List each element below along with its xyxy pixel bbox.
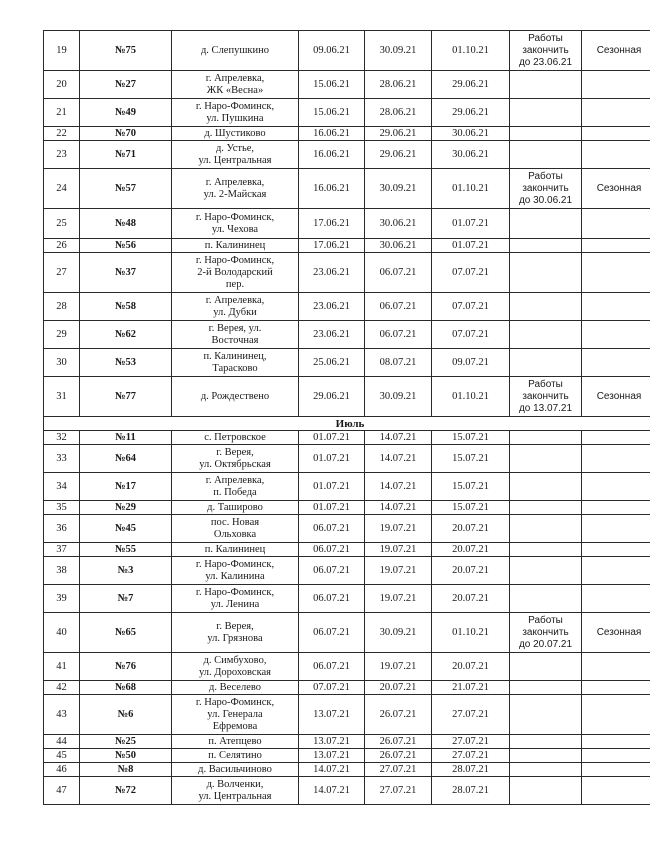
date-start-cell: 01.07.21 — [299, 473, 365, 501]
row-number-cell: 36 — [44, 515, 80, 543]
work-note-cell — [510, 349, 582, 377]
address-cell: п. Калининец, Тарасково — [172, 349, 299, 377]
date-commission-cell: 27.07.21 — [432, 735, 510, 749]
date-end-cell: 29.06.21 — [365, 141, 432, 169]
work-type-cell — [582, 209, 650, 239]
date-start-cell: 06.07.21 — [299, 515, 365, 543]
object-number-cell: №27 — [80, 71, 172, 99]
table-row — [44, 681, 650, 695]
row-number-cell: 19 — [44, 31, 80, 71]
date-start-cell: 16.06.21 — [299, 169, 365, 209]
object-number-cell: №29 — [80, 501, 172, 515]
date-commission-cell: 29.06.21 — [432, 99, 510, 127]
date-commission-cell: 09.07.21 — [432, 349, 510, 377]
row-number-cell: 43 — [44, 695, 80, 735]
work-type-cell — [582, 515, 650, 543]
table-row — [44, 239, 650, 253]
object-number-cell: №53 — [80, 349, 172, 377]
work-note-cell — [510, 777, 582, 805]
address-cell: г. Наро-Фоминск, ул. Генерала Ефремова — [172, 695, 299, 735]
table-row — [44, 585, 650, 613]
row-number-cell: 44 — [44, 735, 80, 749]
object-number-cell: №3 — [80, 557, 172, 585]
work-note-cell — [510, 99, 582, 127]
date-end-cell: 27.07.21 — [365, 763, 432, 777]
date-start-cell: 23.06.21 — [299, 293, 365, 321]
date-end-cell: 28.06.21 — [365, 99, 432, 127]
date-start-cell: 15.06.21 — [299, 99, 365, 127]
work-type-cell — [582, 749, 650, 763]
work-type-cell — [582, 431, 650, 445]
work-type-cell — [582, 695, 650, 735]
date-start-cell: 06.07.21 — [299, 543, 365, 557]
row-number-cell: 42 — [44, 681, 80, 695]
row-number-cell: 35 — [44, 501, 80, 515]
object-number-cell: №37 — [80, 253, 172, 293]
date-end-cell: 14.07.21 — [365, 445, 432, 473]
work-note-cell — [510, 515, 582, 543]
date-commission-cell: 27.07.21 — [432, 749, 510, 763]
address-cell: г. Апрелевка, ЖК «Весна» — [172, 71, 299, 99]
date-end-cell: 30.06.21 — [365, 209, 432, 239]
row-number-cell: 21 — [44, 99, 80, 127]
work-note-cell — [510, 253, 582, 293]
date-commission-cell: 20.07.21 — [432, 543, 510, 557]
work-note-cell — [510, 431, 582, 445]
object-number-cell: №57 — [80, 169, 172, 209]
work-note-cell: Работы закончить до 23.06.21 — [510, 31, 582, 71]
address-cell: г. Наро-Фоминск, ул. Калинина — [172, 557, 299, 585]
work-type-cell — [582, 239, 650, 253]
date-start-cell: 25.06.21 — [299, 349, 365, 377]
work-type-cell — [582, 253, 650, 293]
date-commission-cell: 15.07.21 — [432, 501, 510, 515]
work-type-cell — [582, 321, 650, 349]
table-row — [44, 653, 650, 681]
date-start-cell: 14.07.21 — [299, 763, 365, 777]
date-commission-cell: 01.10.21 — [432, 31, 510, 71]
work-note-cell — [510, 585, 582, 613]
date-end-cell: 06.07.21 — [365, 293, 432, 321]
object-number-cell: №58 — [80, 293, 172, 321]
date-start-cell: 13.07.21 — [299, 735, 365, 749]
date-end-cell: 06.07.21 — [365, 253, 432, 293]
work-type-cell — [582, 653, 650, 681]
schedule-rows-june — [44, 31, 650, 417]
table-row — [44, 515, 650, 543]
address-cell: г. Верея, ул. Восточная — [172, 321, 299, 349]
work-note-cell — [510, 473, 582, 501]
table-row — [44, 169, 650, 209]
address-cell: г. Верея, ул. Грязнова — [172, 613, 299, 653]
row-number-cell: 38 — [44, 557, 80, 585]
table-row — [44, 293, 650, 321]
object-number-cell: №48 — [80, 209, 172, 239]
date-end-cell: 19.07.21 — [365, 557, 432, 585]
work-note-cell — [510, 127, 582, 141]
date-end-cell: 14.07.21 — [365, 473, 432, 501]
date-commission-cell: 07.07.21 — [432, 293, 510, 321]
address-cell: г. Наро-Фоминск, ул. Ленина — [172, 585, 299, 613]
work-note-cell: Работы закончить до 13.07.21 — [510, 377, 582, 417]
address-cell: д. Рождествено — [172, 377, 299, 417]
work-type-cell: Сезонная — [582, 169, 650, 209]
table-row — [44, 349, 650, 377]
table-row — [44, 695, 650, 735]
work-note-cell — [510, 543, 582, 557]
work-note-cell — [510, 321, 582, 349]
row-number-cell: 27 — [44, 253, 80, 293]
object-number-cell: №70 — [80, 127, 172, 141]
object-number-cell: №7 — [80, 585, 172, 613]
date-commission-cell: 30.06.21 — [432, 141, 510, 169]
row-number-cell: 22 — [44, 127, 80, 141]
row-number-cell: 30 — [44, 349, 80, 377]
date-commission-cell: 01.10.21 — [432, 169, 510, 209]
date-end-cell: 14.07.21 — [365, 431, 432, 445]
work-type-cell: Сезонная — [582, 377, 650, 417]
row-number-cell: 46 — [44, 763, 80, 777]
date-start-cell: 15.06.21 — [299, 71, 365, 99]
object-number-cell: №11 — [80, 431, 172, 445]
work-type-cell — [582, 445, 650, 473]
date-commission-cell: 01.07.21 — [432, 239, 510, 253]
address-cell: п. Калининец — [172, 239, 299, 253]
table-row — [44, 557, 650, 585]
object-number-cell: №75 — [80, 31, 172, 71]
work-type-cell — [582, 681, 650, 695]
date-end-cell: 08.07.21 — [365, 349, 432, 377]
work-type-cell — [582, 557, 650, 585]
date-end-cell: 26.07.21 — [365, 695, 432, 735]
row-number-cell: 41 — [44, 653, 80, 681]
month-divider — [44, 417, 650, 431]
date-commission-cell: 01.10.21 — [432, 613, 510, 653]
work-type-cell — [582, 777, 650, 805]
address-cell: д. Волченки, ул. Центральная — [172, 777, 299, 805]
table-row — [44, 377, 650, 417]
address-cell: с. Петровское — [172, 431, 299, 445]
work-note-cell — [510, 293, 582, 321]
date-commission-cell: 27.07.21 — [432, 695, 510, 735]
work-note-cell — [510, 445, 582, 473]
date-end-cell: 30.09.21 — [365, 169, 432, 209]
date-commission-cell: 01.07.21 — [432, 209, 510, 239]
table-row — [44, 749, 650, 763]
date-commission-cell: 07.07.21 — [432, 253, 510, 293]
work-type-cell — [582, 141, 650, 169]
work-note-cell — [510, 749, 582, 763]
table-row — [44, 321, 650, 349]
table-row — [44, 431, 650, 445]
address-cell: п. Селятино — [172, 749, 299, 763]
date-start-cell: 06.07.21 — [299, 557, 365, 585]
work-note-cell — [510, 239, 582, 253]
date-end-cell: 26.07.21 — [365, 749, 432, 763]
date-start-cell: 01.07.21 — [299, 431, 365, 445]
row-number-cell: 20 — [44, 71, 80, 99]
work-note-cell — [510, 763, 582, 777]
date-start-cell: 16.06.21 — [299, 127, 365, 141]
address-cell: п. Калининец — [172, 543, 299, 557]
date-commission-cell: 01.10.21 — [432, 377, 510, 417]
work-type-cell — [582, 293, 650, 321]
object-number-cell: №64 — [80, 445, 172, 473]
date-end-cell: 29.06.21 — [365, 127, 432, 141]
row-number-cell: 45 — [44, 749, 80, 763]
table-row — [44, 763, 650, 777]
table-row — [44, 31, 650, 71]
work-type-cell — [582, 349, 650, 377]
date-commission-cell: 15.07.21 — [432, 445, 510, 473]
address-cell: г. Наро-Фоминск, ул. Пушкина — [172, 99, 299, 127]
row-number-cell: 32 — [44, 431, 80, 445]
work-note-cell — [510, 735, 582, 749]
date-end-cell: 30.09.21 — [365, 613, 432, 653]
row-number-cell: 23 — [44, 141, 80, 169]
table-row — [44, 71, 650, 99]
work-type-cell: Сезонная — [582, 31, 650, 71]
address-cell: г. Наро-Фоминск, ул. Чехова — [172, 209, 299, 239]
work-note-cell — [510, 557, 582, 585]
table-row — [44, 777, 650, 805]
row-number-cell: 25 — [44, 209, 80, 239]
table-row — [44, 613, 650, 653]
row-number-cell: 39 — [44, 585, 80, 613]
schedule-table — [43, 30, 650, 805]
object-number-cell: №62 — [80, 321, 172, 349]
work-type-cell — [582, 763, 650, 777]
work-note-cell — [510, 71, 582, 99]
work-type-cell — [582, 99, 650, 127]
address-cell: д. Таширово — [172, 501, 299, 515]
object-number-cell: №68 — [80, 681, 172, 695]
date-end-cell: 20.07.21 — [365, 681, 432, 695]
table-row — [44, 501, 650, 515]
date-end-cell: 30.09.21 — [365, 377, 432, 417]
table-row — [44, 141, 650, 169]
date-start-cell: 17.06.21 — [299, 239, 365, 253]
row-number-cell: 29 — [44, 321, 80, 349]
object-number-cell: №65 — [80, 613, 172, 653]
row-number-cell: 24 — [44, 169, 80, 209]
address-cell: г. Наро-Фоминск, 2-й Володарский пер. — [172, 253, 299, 293]
row-number-cell: 31 — [44, 377, 80, 417]
date-commission-cell: 07.07.21 — [432, 321, 510, 349]
row-number-cell: 26 — [44, 239, 80, 253]
date-commission-cell: 20.07.21 — [432, 515, 510, 543]
work-note-cell — [510, 653, 582, 681]
work-type-cell — [582, 735, 650, 749]
object-number-cell: №45 — [80, 515, 172, 543]
date-start-cell: 09.06.21 — [299, 31, 365, 71]
date-start-cell: 06.07.21 — [299, 613, 365, 653]
table-row — [44, 473, 650, 501]
address-cell: пос. Новая Ольховка — [172, 515, 299, 543]
month-row — [44, 417, 650, 431]
date-commission-cell: 20.07.21 — [432, 653, 510, 681]
table-row — [44, 127, 650, 141]
date-end-cell: 19.07.21 — [365, 653, 432, 681]
object-number-cell: №25 — [80, 735, 172, 749]
date-end-cell: 28.06.21 — [365, 71, 432, 99]
address-cell: д. Веселево — [172, 681, 299, 695]
date-commission-cell: 20.07.21 — [432, 585, 510, 613]
work-note-cell — [510, 695, 582, 735]
row-number-cell: 28 — [44, 293, 80, 321]
date-start-cell: 13.07.21 — [299, 749, 365, 763]
row-number-cell: 37 — [44, 543, 80, 557]
table-row — [44, 735, 650, 749]
row-number-cell: 33 — [44, 445, 80, 473]
date-end-cell: 27.07.21 — [365, 777, 432, 805]
work-note-cell — [510, 681, 582, 695]
date-commission-cell: 30.06.21 — [432, 127, 510, 141]
date-start-cell: 13.07.21 — [299, 695, 365, 735]
work-type-cell — [582, 543, 650, 557]
address-cell: г. Верея, ул. Октябрьская — [172, 445, 299, 473]
table-row — [44, 253, 650, 293]
date-commission-cell: 28.07.21 — [432, 763, 510, 777]
address-cell: г. Апрелевка, ул. Дубки — [172, 293, 299, 321]
date-end-cell: 30.09.21 — [365, 31, 432, 71]
table-row — [44, 543, 650, 557]
row-number-cell: 34 — [44, 473, 80, 501]
date-commission-cell: 15.07.21 — [432, 473, 510, 501]
work-type-cell — [582, 473, 650, 501]
work-note-cell: Работы закончить до 20.07.21 — [510, 613, 582, 653]
date-start-cell: 16.06.21 — [299, 141, 365, 169]
date-start-cell: 23.06.21 — [299, 253, 365, 293]
address-cell: д. Слепушкино — [172, 31, 299, 71]
object-number-cell: №49 — [80, 99, 172, 127]
date-end-cell: 30.06.21 — [365, 239, 432, 253]
work-note-cell: Работы закончить до 30.06.21 — [510, 169, 582, 209]
date-start-cell: 01.07.21 — [299, 501, 365, 515]
date-start-cell: 07.07.21 — [299, 681, 365, 695]
date-end-cell: 26.07.21 — [365, 735, 432, 749]
object-number-cell: №17 — [80, 473, 172, 501]
work-type-cell: Сезонная — [582, 613, 650, 653]
object-number-cell: №72 — [80, 777, 172, 805]
table-row — [44, 99, 650, 127]
month-label: Июль — [44, 417, 650, 431]
work-note-cell — [510, 501, 582, 515]
date-start-cell: 29.06.21 — [299, 377, 365, 417]
address-cell: д. Устье, ул. Центральная — [172, 141, 299, 169]
date-end-cell: 19.07.21 — [365, 543, 432, 557]
date-start-cell: 01.07.21 — [299, 445, 365, 473]
work-type-cell — [582, 501, 650, 515]
address-cell: д. Васильчиново — [172, 763, 299, 777]
object-number-cell: №50 — [80, 749, 172, 763]
object-number-cell: №8 — [80, 763, 172, 777]
work-type-cell — [582, 127, 650, 141]
row-number-cell: 47 — [44, 777, 80, 805]
address-cell: д. Шустиково — [172, 127, 299, 141]
row-number-cell: 40 — [44, 613, 80, 653]
address-cell: г. Апрелевка, п. Победа — [172, 473, 299, 501]
date-start-cell: 23.06.21 — [299, 321, 365, 349]
address-cell: п. Атепцево — [172, 735, 299, 749]
date-end-cell: 19.07.21 — [365, 515, 432, 543]
object-number-cell: №71 — [80, 141, 172, 169]
address-cell: г. Апрелевка, ул. 2-Майская — [172, 169, 299, 209]
object-number-cell: №6 — [80, 695, 172, 735]
date-start-cell: 14.07.21 — [299, 777, 365, 805]
object-number-cell: №77 — [80, 377, 172, 417]
schedule-rows-july — [44, 431, 650, 805]
work-type-cell — [582, 585, 650, 613]
date-end-cell: 14.07.21 — [365, 501, 432, 515]
object-number-cell: №55 — [80, 543, 172, 557]
address-cell: д. Симбухово, ул. Дороховская — [172, 653, 299, 681]
work-type-cell — [582, 71, 650, 99]
date-end-cell: 06.07.21 — [365, 321, 432, 349]
object-number-cell: №56 — [80, 239, 172, 253]
table-row — [44, 209, 650, 239]
object-number-cell: №76 — [80, 653, 172, 681]
date-end-cell: 19.07.21 — [365, 585, 432, 613]
date-start-cell: 06.07.21 — [299, 585, 365, 613]
date-commission-cell: 29.06.21 — [432, 71, 510, 99]
table-row — [44, 445, 650, 473]
work-note-cell — [510, 141, 582, 169]
work-note-cell — [510, 209, 582, 239]
date-commission-cell: 28.07.21 — [432, 777, 510, 805]
date-commission-cell: 21.07.21 — [432, 681, 510, 695]
date-start-cell: 17.06.21 — [299, 209, 365, 239]
date-commission-cell: 20.07.21 — [432, 557, 510, 585]
date-start-cell: 06.07.21 — [299, 653, 365, 681]
date-commission-cell: 15.07.21 — [432, 431, 510, 445]
